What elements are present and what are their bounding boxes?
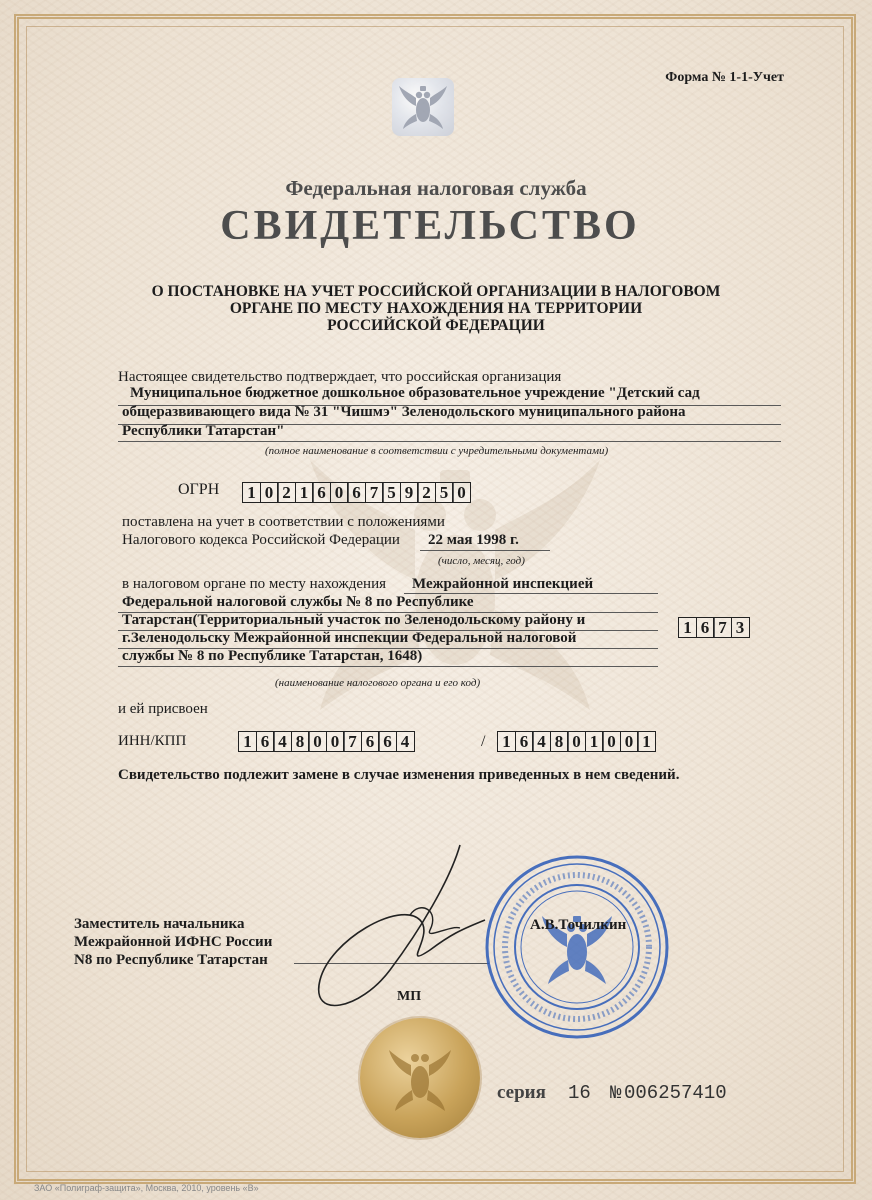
replacement-notice: Свидетельство подлежит замене в случае изменения приведенных в нем сведений. bbox=[118, 767, 680, 783]
digit-box: 0 bbox=[620, 731, 639, 752]
digit-box: 4 bbox=[273, 731, 292, 752]
subtitle-line: О ПОСТАНОВКЕ НА УЧЕТ РОССИЙСКОЙ ОРГАНИЗАЦИИ В НАЛОГОВОМ bbox=[151, 283, 721, 300]
page-title: СВИДЕТЕЛЬСТВО bbox=[220, 203, 640, 249]
inn-kpp-label: ИНН/КПП bbox=[118, 733, 187, 749]
series-label: серия bbox=[497, 1082, 546, 1103]
double-headed-eagle-icon bbox=[360, 1018, 480, 1138]
digit-box: 6 bbox=[515, 731, 534, 752]
underline bbox=[118, 441, 781, 442]
stamp-place-label: МП bbox=[397, 989, 422, 1004]
signatory-title bbox=[74, 915, 272, 969]
date-hint: (число, месяц, год) bbox=[438, 555, 525, 567]
subtitle bbox=[0, 283, 872, 334]
digit-box: 1 bbox=[497, 731, 516, 752]
assigned-text: и ей присвоен bbox=[118, 701, 208, 717]
underline bbox=[118, 666, 658, 667]
subtitle-line: ОРГАНЕ ПО МЕСТУ НАХОЖДЕНИЯ НА ТЕРРИТОРИИ bbox=[229, 300, 643, 317]
digit-box: 1 bbox=[678, 617, 697, 638]
hologram-emblem bbox=[392, 78, 454, 136]
subtitle-line: РОССИЙСКОЙ ФЕДЕРАЦИИ bbox=[327, 317, 545, 334]
org-name-line3: Республики Татарстан" bbox=[122, 423, 285, 439]
digit-box: 0 bbox=[452, 482, 471, 503]
digit-box: 9 bbox=[400, 482, 419, 503]
digit-box: 6 bbox=[378, 731, 397, 752]
double-headed-eagle-icon bbox=[392, 78, 454, 136]
tax-office-line1: Межрайонной инспекцией bbox=[412, 576, 594, 592]
digit-box: 2 bbox=[417, 482, 436, 503]
tax-office-line3: Татарстан(Территориальный участок по Зеленодольскому району и bbox=[122, 612, 586, 628]
tax-office-line2: Федеральной налоговой службы № 8 по Республике bbox=[122, 594, 474, 610]
tax-office-prefix: в налоговом органе по месту нахождения bbox=[122, 576, 387, 592]
digit-box: 8 bbox=[550, 731, 569, 752]
tax-office-code-boxes bbox=[678, 617, 748, 638]
digit-box: 0 bbox=[602, 731, 621, 752]
digit-box: 1 bbox=[585, 731, 604, 752]
gold-seal-icon bbox=[360, 1018, 480, 1138]
digit-box: 3 bbox=[731, 617, 750, 638]
ogrn-digit-boxes bbox=[242, 482, 470, 503]
form-number: Форма № 1-1-Учет bbox=[665, 70, 784, 85]
org-name-hint: (полное наименование в соответствии с учредительными документами) bbox=[265, 445, 609, 457]
digit-box: 2 bbox=[277, 482, 296, 503]
number-sign: № bbox=[610, 1082, 622, 1104]
registration-line1: поставлена на учет в соответствии с положениями bbox=[122, 514, 445, 530]
signatory-line: N8 по Республике Татарстан bbox=[74, 952, 268, 968]
digit-box: 6 bbox=[361, 731, 380, 752]
digit-box: 4 bbox=[396, 731, 415, 752]
tax-office-line5: службы № 8 по Республике Татарстан, 1648) bbox=[122, 648, 423, 664]
digit-box: 1 bbox=[238, 731, 257, 752]
signatory-line: Межрайонной ИФНС России bbox=[74, 934, 273, 950]
digit-box: 5 bbox=[435, 482, 454, 503]
digit-box: 6 bbox=[312, 482, 331, 503]
printer-footer: ЗАО «Полиграф-защита», Москва, 2010, уровень «В» bbox=[34, 1183, 259, 1193]
intro-text: Настоящее свидетельство подтверждает, что российская организация bbox=[118, 369, 562, 385]
signatory-name: А.В.Точилкин bbox=[530, 917, 627, 933]
digit-box: 6 bbox=[347, 482, 366, 503]
kpp-digit-boxes bbox=[497, 731, 655, 752]
tax-office-line4: г.Зеленодольску Межрайонной инспекции Федеральной налоговой bbox=[122, 630, 577, 646]
digit-box: 7 bbox=[365, 482, 384, 503]
digit-box: 4 bbox=[532, 731, 551, 752]
digit-box: 6 bbox=[696, 617, 715, 638]
digit-box: 0 bbox=[330, 482, 349, 503]
digit-box: 0 bbox=[260, 482, 279, 503]
digit-box: 0 bbox=[308, 731, 327, 752]
underline bbox=[420, 550, 550, 551]
digit-box: 1 bbox=[295, 482, 314, 503]
digit-box: 7 bbox=[343, 731, 362, 752]
registration-date: 22 мая 1998 г. bbox=[428, 532, 519, 548]
digit-box: 6 bbox=[256, 731, 275, 752]
org-name-line2: общеразвивающего вида № 31 "Чишмэ" Зеленодольского муниципального района bbox=[122, 404, 686, 420]
series-value: 16 bbox=[568, 1082, 591, 1104]
digit-box: 0 bbox=[326, 731, 345, 752]
digit-box: 8 bbox=[291, 731, 310, 752]
signatory-line: Заместитель начальника bbox=[74, 916, 245, 932]
digit-box: 5 bbox=[382, 482, 401, 503]
agency-name: Федеральная налоговая служба bbox=[285, 176, 587, 200]
digit-box: 0 bbox=[567, 731, 586, 752]
digit-box: 7 bbox=[713, 617, 732, 638]
digit-box: 1 bbox=[637, 731, 656, 752]
digit-box: 1 bbox=[242, 482, 261, 503]
ogrn-label: ОГРН bbox=[178, 481, 220, 498]
registration-line2: Налогового кодекса Российской Федерации bbox=[122, 532, 400, 548]
inn-digit-boxes bbox=[238, 731, 413, 752]
org-name-line1: Муниципальное бюджетное дошкольное образовательное учреждение "Детский сад bbox=[130, 385, 700, 401]
inn-kpp-separator: / bbox=[481, 733, 486, 750]
serial-number: 006257410 bbox=[624, 1082, 727, 1104]
round-stamp-icon bbox=[482, 852, 672, 1042]
tax-office-hint: (наименование налогового органа и его код) bbox=[275, 677, 481, 689]
